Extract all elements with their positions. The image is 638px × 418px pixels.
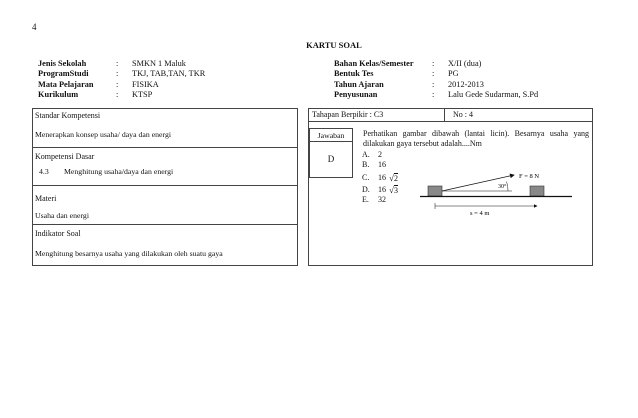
header-row-bentuk-tes xyxy=(334,69,538,79)
option-letter: B. xyxy=(362,160,370,170)
angle-arc xyxy=(507,182,509,192)
header-label: ProgramStudi xyxy=(38,69,89,79)
colon: : xyxy=(116,69,119,79)
indikator-soal-value: Menghitung besarnya usaha yang dilakukan oleh suatu gaya xyxy=(35,249,223,258)
header-value: FISIKA xyxy=(132,79,159,89)
tahapan-berpikir: Tahapan Berpikir : C3 xyxy=(312,110,384,119)
header-row-kelas-semester xyxy=(334,59,538,69)
option-letter: A. xyxy=(362,150,370,159)
answer-options xyxy=(362,150,398,205)
kompetensi-dasar-number: 4.3 xyxy=(39,167,49,176)
physics-figure xyxy=(420,158,595,218)
header-row-penyusunan xyxy=(334,90,538,100)
option-a xyxy=(362,150,398,160)
header-row-kurikulum xyxy=(38,90,205,100)
block-end xyxy=(530,186,544,196)
nomor-soal-cell xyxy=(444,108,593,122)
option-root: 2 xyxy=(393,173,398,183)
jawaban-value-cell xyxy=(309,141,353,178)
kompetensi-dasar-box xyxy=(32,147,298,186)
header-value: X/II (dua) xyxy=(448,59,482,68)
standar-kompetensi-value: Menerapkan konsep usaha/ daya dan energi xyxy=(35,130,172,139)
materi-box xyxy=(32,185,298,225)
header-right xyxy=(334,59,538,101)
card-title: KARTU SOAL xyxy=(306,40,362,50)
indikator-soal-box xyxy=(32,224,298,266)
option-text: 16 xyxy=(378,184,386,194)
nomor-soal: No : 4 xyxy=(453,110,473,119)
option-letter: D. xyxy=(362,184,370,194)
colon: : xyxy=(432,59,435,68)
header-row-program-studi xyxy=(38,69,205,79)
header-value: KTSP xyxy=(132,90,153,100)
colon: : xyxy=(116,59,119,68)
standar-kompetensi-box xyxy=(32,108,298,148)
header-label: Bentuk Tes xyxy=(334,69,374,79)
colon: : xyxy=(116,90,119,100)
option-b xyxy=(362,160,398,170)
option-text: 16 xyxy=(378,160,386,170)
header-value: PG xyxy=(448,69,459,79)
option-text: 32 xyxy=(378,195,386,205)
header-value: 2012-2013 xyxy=(448,79,484,89)
header-value: Lalu Gede Sudarman, S.Pd xyxy=(448,90,539,100)
header-row-mata-pelajaran xyxy=(38,80,205,90)
option-text: 16 xyxy=(378,172,386,182)
header-label: Mata Pelajaran xyxy=(38,79,94,89)
header-label: Jenis Sekolah xyxy=(38,59,87,68)
header-label: Bahan Kelas/Semester xyxy=(334,59,414,68)
indikator-soal-label: Indikator Soal xyxy=(35,229,81,238)
angle-label: 30° xyxy=(498,184,507,190)
colon: : xyxy=(116,79,119,89)
materi-value: Usaha dan energi xyxy=(35,211,89,220)
header-label: Penyusunan xyxy=(334,90,378,100)
header-value: SMKN 1 Maluk xyxy=(132,59,186,68)
option-letter: C. xyxy=(362,172,370,182)
page-number: 4 xyxy=(32,22,37,32)
colon: : xyxy=(432,69,435,79)
force-label: F = 8 N xyxy=(519,173,540,180)
option-text: 2 xyxy=(378,150,382,159)
kompetensi-dasar-value: Menghitung usaha/daya dan energi xyxy=(64,167,174,176)
option-e xyxy=(362,195,398,205)
jawaban-label-cell xyxy=(309,128,353,142)
sqrt-icon: √ xyxy=(389,184,394,195)
option-letter: E. xyxy=(362,195,369,205)
header-label: Tahun Ajaran xyxy=(334,79,384,89)
header-value: TKJ, TAB,TAN, TKR xyxy=(132,69,206,79)
question-text: Perhatikan gambar dibawah (lantai licin). Besarnya usaha yang dilakukan gaya tersebut adalah....Nm xyxy=(363,129,589,148)
block-start xyxy=(428,186,442,196)
header-row-tahun-ajaran xyxy=(334,80,538,90)
option-root: 3 xyxy=(393,185,398,195)
option-d xyxy=(362,185,398,195)
standar-kompetensi-label: Standar Kompetensi xyxy=(35,111,101,120)
colon: : xyxy=(432,79,435,89)
jawaban-label: Jawaban xyxy=(317,131,345,140)
header-label: Kurikulum xyxy=(38,90,79,100)
distance-label: s = 4 m xyxy=(470,210,490,217)
materi-label: Materi xyxy=(35,194,57,203)
sqrt-icon: √ xyxy=(389,172,394,183)
option-c xyxy=(362,173,398,183)
jawaban-value: D xyxy=(327,154,335,164)
header-row-jenis-sekolah xyxy=(38,59,205,69)
colon: : xyxy=(432,90,435,100)
header-left xyxy=(38,59,205,101)
tahapan-berpikir-cell xyxy=(308,108,445,122)
kompetensi-dasar-label: Kompetensi Dasar xyxy=(35,152,95,161)
